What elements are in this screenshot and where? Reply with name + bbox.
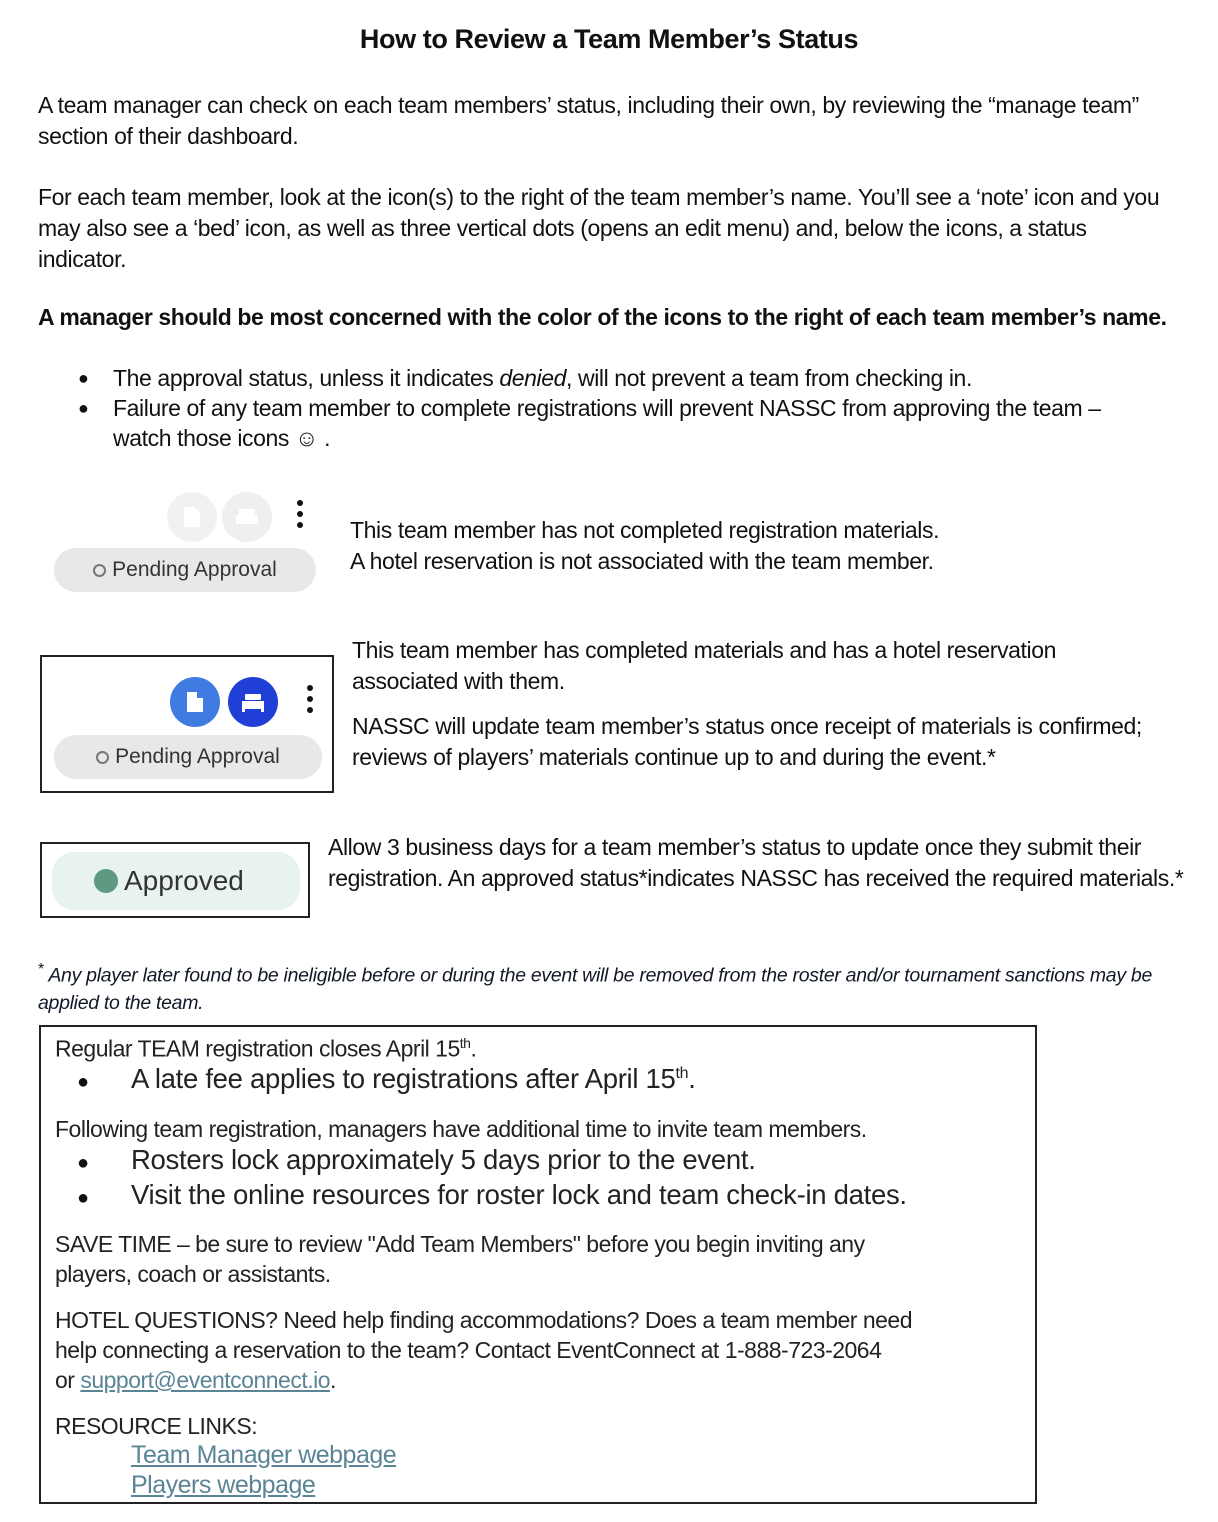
registration-info-box	[39, 1025, 1037, 1504]
description-line: A hotel reservation is not associated with the team member.	[350, 548, 934, 574]
bullet-icon: ●	[77, 1187, 90, 1209]
team-manager-link-row	[131, 1441, 396, 1470]
more-vertical-icon[interactable]	[307, 685, 313, 713]
footnote	[38, 956, 1188, 1017]
ordinal-suffix: th	[675, 1064, 689, 1082]
pending-ring-icon	[93, 564, 106, 577]
players-webpage-link[interactable]: Players webpage	[131, 1471, 316, 1499]
more-vertical-icon[interactable]	[297, 500, 303, 528]
late-fee-text: A late fee applies to registrations after April 15	[131, 1063, 676, 1094]
resources-note: Visit the online resources for roster lock and team check-in dates.	[131, 1179, 907, 1210]
status-badge-pending	[54, 548, 316, 592]
save-time-line-2: players, coach or assistants.	[55, 1261, 331, 1287]
key-points-list	[38, 363, 1158, 453]
key-point-text: , will not prevent a team from checking in.	[566, 365, 972, 391]
emphasis-paragraph: A manager should be most concerned with the color of the icons to the right of each team member’s name.	[38, 304, 1167, 330]
description-line: This team member has not completed registration materials.	[350, 517, 940, 543]
description-paragraph: This team member has completed materials and has a hotel reservation associated with them.	[352, 637, 1057, 694]
note-icon[interactable]	[170, 677, 220, 727]
status-label: Approved	[124, 865, 244, 896]
status-badge-pending	[54, 735, 322, 779]
save-time-line-1: SAVE TIME – be sure to review "Add Team Members" before you begin inviting any	[55, 1231, 865, 1257]
page-title: How to Review a Team Member’s Status	[359, 24, 859, 54]
key-point-failure	[38, 393, 1158, 453]
pending-ring-icon	[96, 751, 109, 764]
status-label: Pending Approval	[112, 558, 277, 581]
bed-icon[interactable]	[228, 677, 278, 727]
team-manager-webpage-link[interactable]: Team Manager webpage	[131, 1441, 397, 1469]
key-point-text: Failure of any team member to complete registrations will prevent NASSC from approving the team – watch those icons ☺ .	[113, 395, 1101, 451]
note-icon[interactable]	[167, 492, 217, 542]
intro-paragraph-2: For each team member, look at the icon(s) to the right of the team member’s name. You’ll see a ‘note’ icon and you may also see a ‘bed’ icon, as well as three vertical dots (opens an edit menu) and, below the icons, a status indicator.	[38, 184, 1160, 272]
ordinal-suffix: th	[459, 1035, 471, 1051]
roster-lock-note: Rosters lock approximately 5 days prior to the event.	[131, 1144, 756, 1175]
approved-dot-icon	[94, 869, 118, 893]
example-approved-card	[40, 842, 310, 918]
late-fee-note	[131, 1063, 696, 1095]
punctuation: .	[470, 1035, 477, 1062]
support-email-link[interactable]: support@eventconnect.io	[80, 1367, 331, 1393]
team-invite-note: Following team registration, managers have additional time to invite team members.	[55, 1116, 867, 1142]
example-active-card	[40, 655, 334, 793]
bullet-icon: ●	[77, 1152, 90, 1174]
deadline-text: Regular TEAM registration closes April 15	[55, 1035, 460, 1062]
registration-deadline	[55, 1035, 476, 1063]
status-badge-approved	[52, 852, 300, 910]
resource-links-heading: RESOURCE LINKS:	[55, 1413, 258, 1439]
status-label: Pending Approval	[115, 745, 280, 768]
key-point-text: The approval status, unless it indicates	[113, 365, 500, 391]
example-inactive-description	[350, 515, 1170, 577]
hotel-questions-line-3	[55, 1367, 336, 1394]
example-approved-description: Allow 3 business days for a team member’s status to update once they submit their registration. An approved status*indicates NASSC has received the required materials.*	[328, 834, 1184, 891]
punctuation: .	[688, 1063, 696, 1094]
bed-icon[interactable]	[222, 492, 272, 542]
footnote-marker: *	[38, 961, 44, 978]
or-text: or	[55, 1367, 81, 1393]
intro-paragraph-1: A team manager can check on each team members’ status, including their own, by reviewing the “manage team” section of their dashboard.	[38, 92, 1139, 149]
denied-emphasis: denied	[499, 365, 566, 391]
example-inactive-card	[52, 490, 322, 595]
footnote-text: Any player later found to be ineligible before or during the event will be removed from the roster and/or tournament sanctions may be applied to the team.	[38, 964, 1152, 1014]
bullet-icon: ●	[77, 1071, 90, 1093]
description-paragraph: NASSC will update team member’s status once receipt of materials is confirmed; reviews of players’ materials continue up to and during the event.*	[352, 713, 1142, 770]
hotel-questions-line-2: help connecting a reservation to the team? Contact EventConnect at 1-888-723-2064	[55, 1337, 882, 1363]
key-point-approval	[38, 363, 1158, 393]
punctuation: .	[330, 1367, 336, 1393]
hotel-questions-line-1: HOTEL QUESTIONS? Need help finding accommodations? Does a team member need	[55, 1307, 913, 1333]
example-active-description	[352, 635, 1152, 773]
players-link-row	[131, 1471, 315, 1500]
